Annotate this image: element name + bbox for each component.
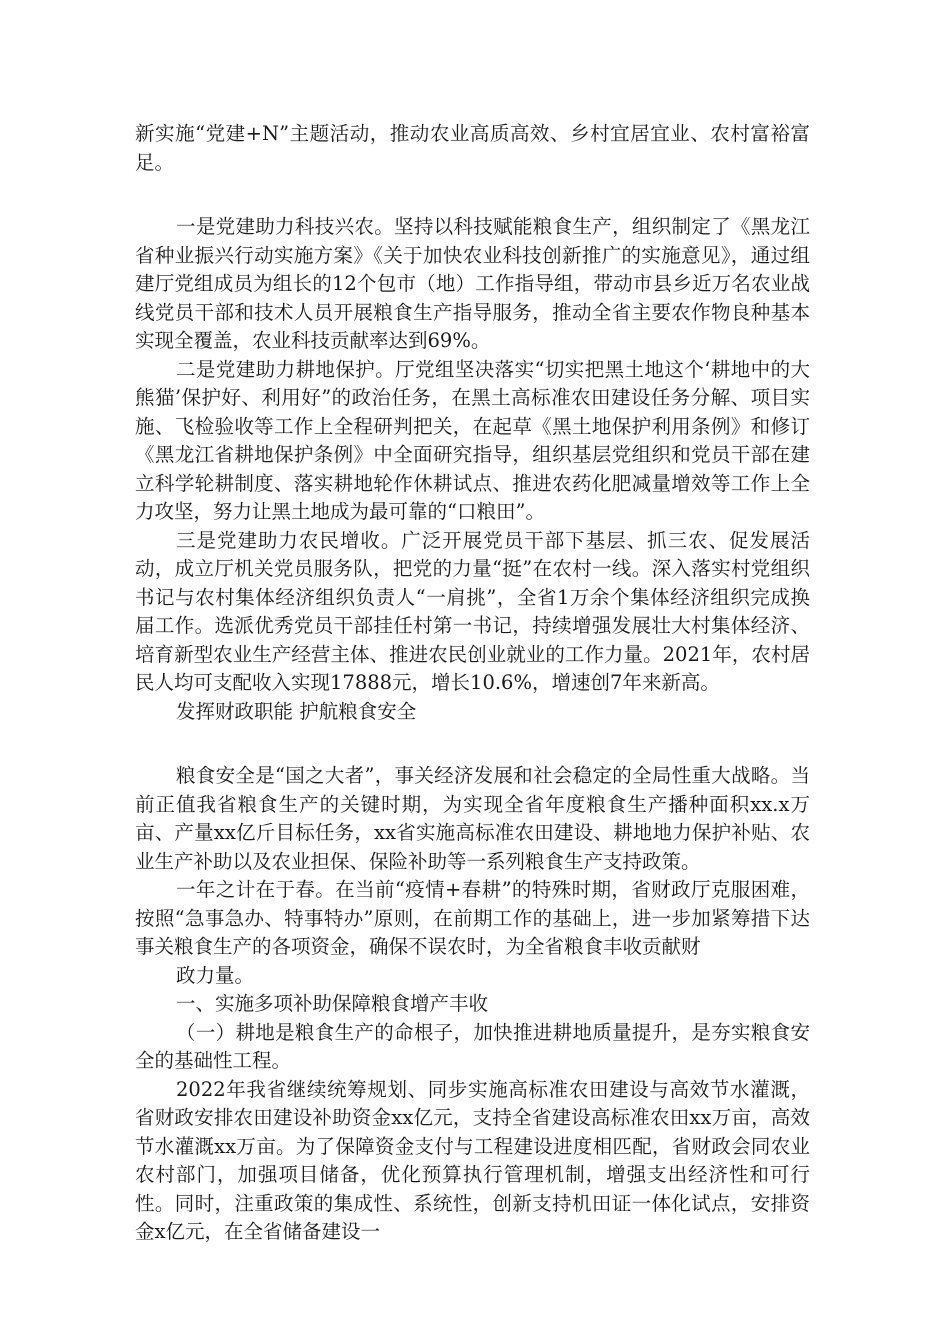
paragraph-spring-planting: 一年之计在于春。在当前“疫情+春耕”的特殊时期，省财政厅克服困难，按照“急事急办、特事特办”原则，在前期工作的基础上，进一步加紧筹措下达事关粮食生产的各项资金，确保不误农时，为全省粮食丰收贡献财 xyxy=(135,878,810,958)
paragraph-spacer xyxy=(135,726,810,762)
paragraph-spring-planting-tail: 政力量。 xyxy=(176,963,255,987)
subheading-subsidies: 一、实施多项补助保障粮食增产丰收 xyxy=(176,992,489,1015)
paragraph-intro-continued: 新实施“党建+N”主题活动，推动农业高质高效、乡村宜居宜业、农村富裕富足。 xyxy=(135,122,810,174)
paragraph-food-security: 粮食安全是“国之大者”，事关经济发展和社会稳定的全局性重大战略。当前正值我省粮食生产的关键时期，为实现全省年度粮食生产播种面积xx.x万亩、产量xx亿斤目标任务，xx省实施高标准农田建设、耕地地力保护补贴、农业生产补助以及农业担保、保险补助等一系列粮食生产支持政策。 xyxy=(135,764,810,873)
paragraph-tech-agriculture: 一是党建助力科技兴农。坚持以科技赋能粮食生产，组织制定了《黑龙江省种业振兴行动实施方案》《关于加快农业科技创新推广的实施意见》，通过组建厅党组成员为组长的12个包市（地）工作指导组，带动市县乡近万名农业战线党员干部和技术人员开展粮食生产指导服务，推动全省主要农作物良种基本实现全覆盖，农业科技贡献率达到69%。 xyxy=(135,215,810,352)
paragraph-farmer-income: 三是党建助力农民增收。广泛开展党员干部下基层、抓三农、促发展活动，成立厅机关党员服务队，把党的力量“挺”在农村一线。深入落实村党组织书记与农村集体经济组织负责人“一肩挑”，全省1万余个集体经济组织完成换届工作。选派优秀党员干部挂任村第一书记，持续增强发展壮大村集体经济、培育新型农业生产经营主体、推进农民创业就业的工作力量。2021年，农村居民人均可支配收入实现17888元，增长10.6%，增速创7年来新高。 xyxy=(135,528,810,694)
paragraph-farmland-protection: 二是党建助力耕地保护。厅党组坚决落实“切实把黑土地这个‘耕地中的大熊猫’保护好、利用好”的政治任务，在黑土高标准农田建设任务分解、项目实施、飞检验收等工作上全程研判把关，在起草《黑土地保护利用条例》和修订《黑龙江省耕地保护条例》中全面研究指导，组织基层党组织和党员干部在建立科学轮耕制度、落实耕地轮作休耕试点、推进农药化肥减量增效等工作上全力攻坚，努力让黑土地成为最可靠的“口粮田”。 xyxy=(135,357,810,523)
section-heading-finance: 发挥财政职能 护航粮食安全 xyxy=(176,699,417,723)
document-body xyxy=(135,120,810,1247)
paragraph-spacer xyxy=(135,177,810,213)
subheading-farmland-quality: （一）耕地是粮食生产的命根子，加快推进耕地质量提升，是夯实粮食安全的基础性工程。 xyxy=(135,1020,810,1072)
paragraph-2022-plan: 2022年我省继续统筹规划、同步实施高标准农田建设与高效节水灌溉，省财政安排农田建设补助资金xx亿元，支持全省建设高标准农田xx万亩，高效节水灌溉xx万亩。为了保障资金支付与工程建设进度相匹配，省财政会同农业农村部门，加强项目储备，优化预算执行管理机制，增强支出经济性和可行性。同时，注重政策的集成性、系统性，创新支持机田证一体化试点，安排资金x亿元，在全省储备建设一 xyxy=(135,1077,810,1243)
